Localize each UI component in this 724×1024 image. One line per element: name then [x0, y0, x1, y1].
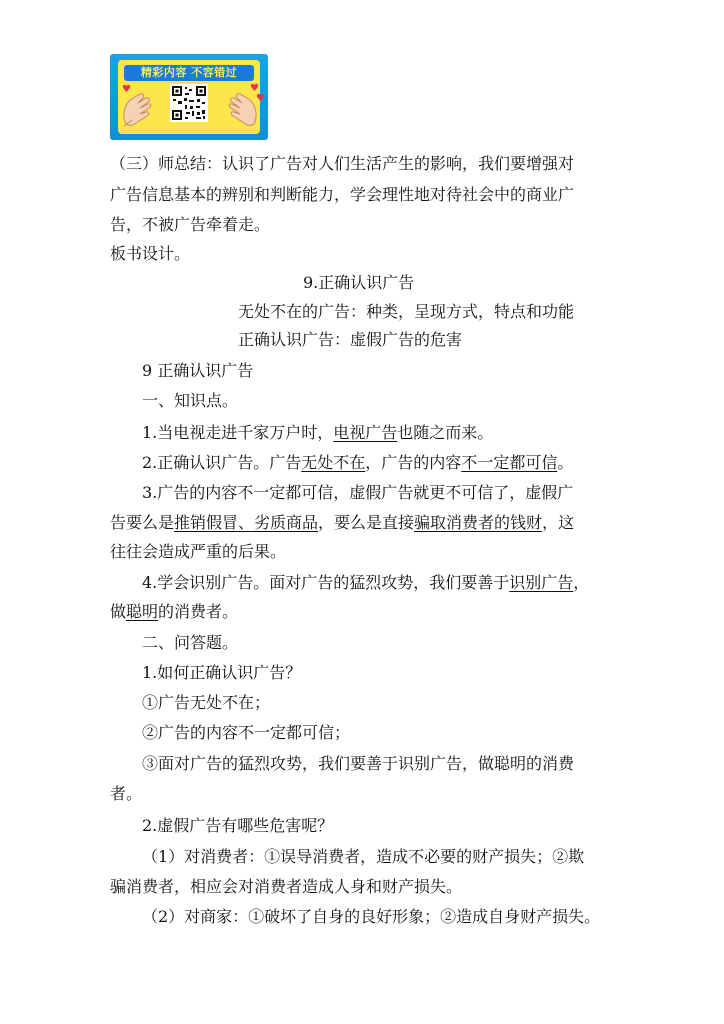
- key-term: 不一定都可信: [461, 453, 558, 472]
- text-run: 的消费者。: [158, 602, 239, 621]
- knowledge-point-continued: 往往会造成严重的后果。: [110, 542, 287, 561]
- clapping-hand-icon: [120, 90, 160, 128]
- summary-line: （三）师总结：认识了广告对人们生活产生的影响，我们要增强对: [110, 154, 575, 173]
- text-run: 1.当电视走进千家万户时，: [142, 423, 334, 442]
- section-heading: 二、问答题。: [142, 633, 239, 652]
- heart-icon: ♥: [256, 93, 265, 104]
- text-run: 告要么是: [110, 513, 175, 532]
- question: 1.如何正确认识广告？: [142, 663, 302, 682]
- clapping-hand-icon: [220, 90, 260, 128]
- board-row: 无处不在的广告：种类，呈现方式，特点和功能: [238, 302, 575, 321]
- heart-icon: ♥: [122, 84, 131, 95]
- knowledge-point-continued: [110, 512, 574, 534]
- text-run: ，: [573, 573, 590, 592]
- answer-item: ③面对广告的猛烈攻势，我们要善于识别广告，做聪明的消费: [142, 754, 575, 773]
- text-run: 2.正确认识广告。广告: [142, 453, 302, 472]
- key-term: 无处不在: [301, 453, 366, 472]
- text-run: 4.学会识别广告。面对广告的猛烈攻势，我们要善于: [142, 573, 510, 592]
- knowledge-point: [142, 422, 493, 444]
- summary-line: 广告信息基本的辨别和判断能力，学会理性地对待社会中的商业广: [110, 185, 575, 204]
- answer-item: ①广告无处不在；: [142, 693, 271, 712]
- text-run: ，这: [542, 513, 575, 532]
- question: 2.虚假广告有哪些危害呢？: [142, 816, 334, 835]
- answer-item: （1）对消费者：①误导消费者，造成不必要的财产损失；②欺: [142, 847, 585, 866]
- key-term: 推销假冒、劣质商品: [174, 513, 319, 532]
- text-run: ，要么是直接: [318, 513, 415, 532]
- answer-item-continued: 者。: [110, 784, 143, 803]
- board-row: 正确认识广告：虚假广告的危害: [238, 330, 463, 349]
- text-run: 。: [557, 453, 574, 472]
- notes-heading: 9 正确认识广告: [142, 361, 254, 380]
- key-term: 识别广告: [509, 573, 574, 592]
- key-term: 聪明: [126, 602, 159, 621]
- knowledge-point: 3.广告的内容不一定都可信，虚假广告就更不可信了，虚假广: [142, 483, 574, 502]
- knowledge-point: [142, 452, 573, 474]
- knowledge-point-continued: [110, 601, 238, 623]
- answer-item: ②广告的内容不一定都可信；: [142, 723, 351, 742]
- board-design-label: 板书设计。: [110, 244, 191, 263]
- answer-item: （2）对商家：①破坏了自身的良好形象；②造成自身财产损失。: [142, 907, 601, 926]
- answer-item-continued: 骗消费者，相应会对消费者造成人身和财产损失。: [110, 877, 463, 896]
- banner-title: 精彩内容 不容错过: [124, 65, 254, 81]
- promo-banner[interactable]: [110, 54, 268, 140]
- heart-icon: ♥: [250, 83, 259, 94]
- qr-code-icon: [170, 84, 208, 122]
- text-run: ，广告的内容: [365, 453, 462, 472]
- text-run: 做: [110, 602, 127, 621]
- key-term: 骗取消费者的钱财: [414, 513, 543, 532]
- summary-line: 告，不被广告牵着走。: [110, 215, 271, 234]
- text-run: 也随之而来。: [397, 423, 494, 442]
- knowledge-point: [142, 572, 589, 594]
- board-title: 9.正确认识广告: [303, 273, 415, 292]
- key-term: 电视广告: [333, 423, 398, 442]
- section-heading: 一、知识点。: [142, 391, 239, 410]
